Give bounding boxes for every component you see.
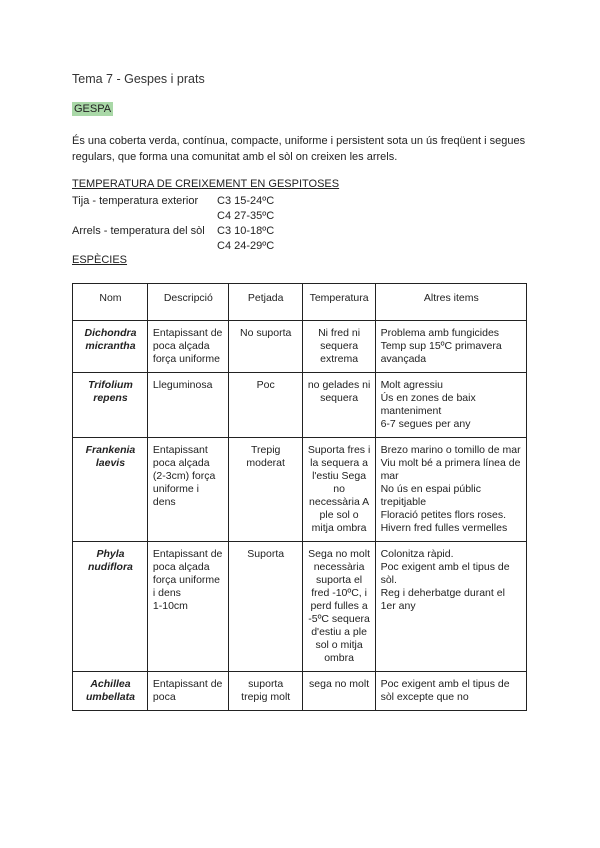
species-temperature: Sega no molt necessària suporta el fred -10ºC, i perd fulles a -5ºC sequera d'estiu a ple sol o mitja ombra [302, 542, 375, 672]
species-other-items [375, 438, 526, 542]
species-description: Lleguminosa [147, 373, 228, 438]
other-item: Problema amb fungicides [380, 327, 500, 339]
species-footprint: suporta trepig molt [228, 672, 302, 711]
species-description-text: Entapissant de poca alçada força uniforme i dens [152, 548, 223, 599]
column-header-altres: Altres items [375, 284, 526, 321]
other-item: Floració petites flors roses. [380, 509, 507, 521]
species-description: Entapissant de poca [147, 672, 228, 711]
temperature-row-label: Tija - temperatura exterior [72, 195, 199, 207]
table-row [73, 542, 527, 672]
temperature-row-value: C3 10-18ºC [217, 225, 275, 237]
species-other-items [375, 321, 526, 373]
other-item: 6-7 segues per any [380, 418, 471, 430]
species-name: Trifolium repens [73, 373, 148, 438]
species-description: Entapissant poca alçada (2-3cm) força uniforme i dens [147, 438, 228, 542]
species-name: Dichondra micrantha [73, 321, 148, 373]
other-item: Ús en zones de baix manteniment [380, 392, 476, 417]
species-temperature: no gelades ni sequera [302, 373, 375, 438]
species-footprint: No suporta [228, 321, 302, 373]
species-temperature: Suporta fres i la sequera a l'estiu Sega no necessària A ple sol o mitja ombra [302, 438, 375, 542]
temperature-row-label: Arrels - temperatura del sòl [72, 225, 205, 237]
page-title: Tema 7 - Gespes i prats [72, 72, 205, 86]
other-item: Poc exigent amb el tipus de sòl excepte que no [380, 678, 510, 703]
species-temperature: sega no molt [302, 672, 375, 711]
other-item: Molt agressiu [380, 379, 444, 391]
species-other-items [375, 373, 526, 438]
table-row [73, 438, 527, 542]
species-description: Entapissant de poca alçada força uniforme [147, 321, 228, 373]
other-item: Reg i deherbatge durant el 1er any [380, 587, 505, 612]
temperature-row-value: C4 24-29ºC [217, 240, 275, 252]
other-item: Viu molt bé a primera línea de mar [380, 457, 521, 482]
temperature-heading: TEMPERATURA DE CREIXEMENT EN GESPITOSES [72, 178, 340, 190]
species-heading: ESPÈCIES [72, 254, 128, 266]
species-name: Achillea umbellata [73, 672, 148, 711]
other-item: Colonitza ràpid. [380, 548, 454, 560]
species-footprint: Suporta [228, 542, 302, 672]
table-row [73, 321, 527, 373]
other-item: Temp sup 15ºC primavera avançada [380, 340, 502, 365]
species-name: Phyla nudiflora [73, 542, 148, 672]
column-header-temperatura: Temperatura [302, 284, 375, 321]
species-temperature: Ni fred ni sequera extrema [302, 321, 375, 373]
gespa-definition-paragraph: És una coberta verda, contínua, compacte, uniforme i persistent sota un ús freqüent i segues regulars, que forma una comunitat amb el sòl on creixen les arrels. [72, 135, 526, 163]
species-table [72, 283, 527, 711]
other-item: Poc exigent amb el tipus de sòl. [380, 561, 510, 586]
species-footprint: Trepig moderat [228, 438, 302, 542]
other-item: Hivern fred fulles vermelles [380, 522, 508, 534]
section-gespa-highlight: GESPA [74, 103, 112, 115]
column-header-nom: Nom [73, 284, 148, 321]
species-other-items [375, 672, 526, 711]
other-item: Brezo marino o tomillo de mar [380, 444, 521, 456]
temperature-row-value: C3 15-24ºC [217, 195, 275, 207]
species-other-items [375, 542, 526, 672]
column-header-petjada: Petjada [228, 284, 302, 321]
table-header-row [73, 284, 527, 321]
table-row [73, 373, 527, 438]
species-footprint: Poc [228, 373, 302, 438]
species-name: Frankenia laevis [73, 438, 148, 542]
column-header-descripcio: Descripció [147, 284, 228, 321]
other-item: No ús en espai públic trepitjable [380, 483, 481, 508]
species-description [147, 542, 228, 672]
species-description-height: 1-10cm [152, 600, 188, 612]
temperature-row-value: C4 27-35ºC [217, 210, 275, 222]
table-row [73, 672, 527, 711]
